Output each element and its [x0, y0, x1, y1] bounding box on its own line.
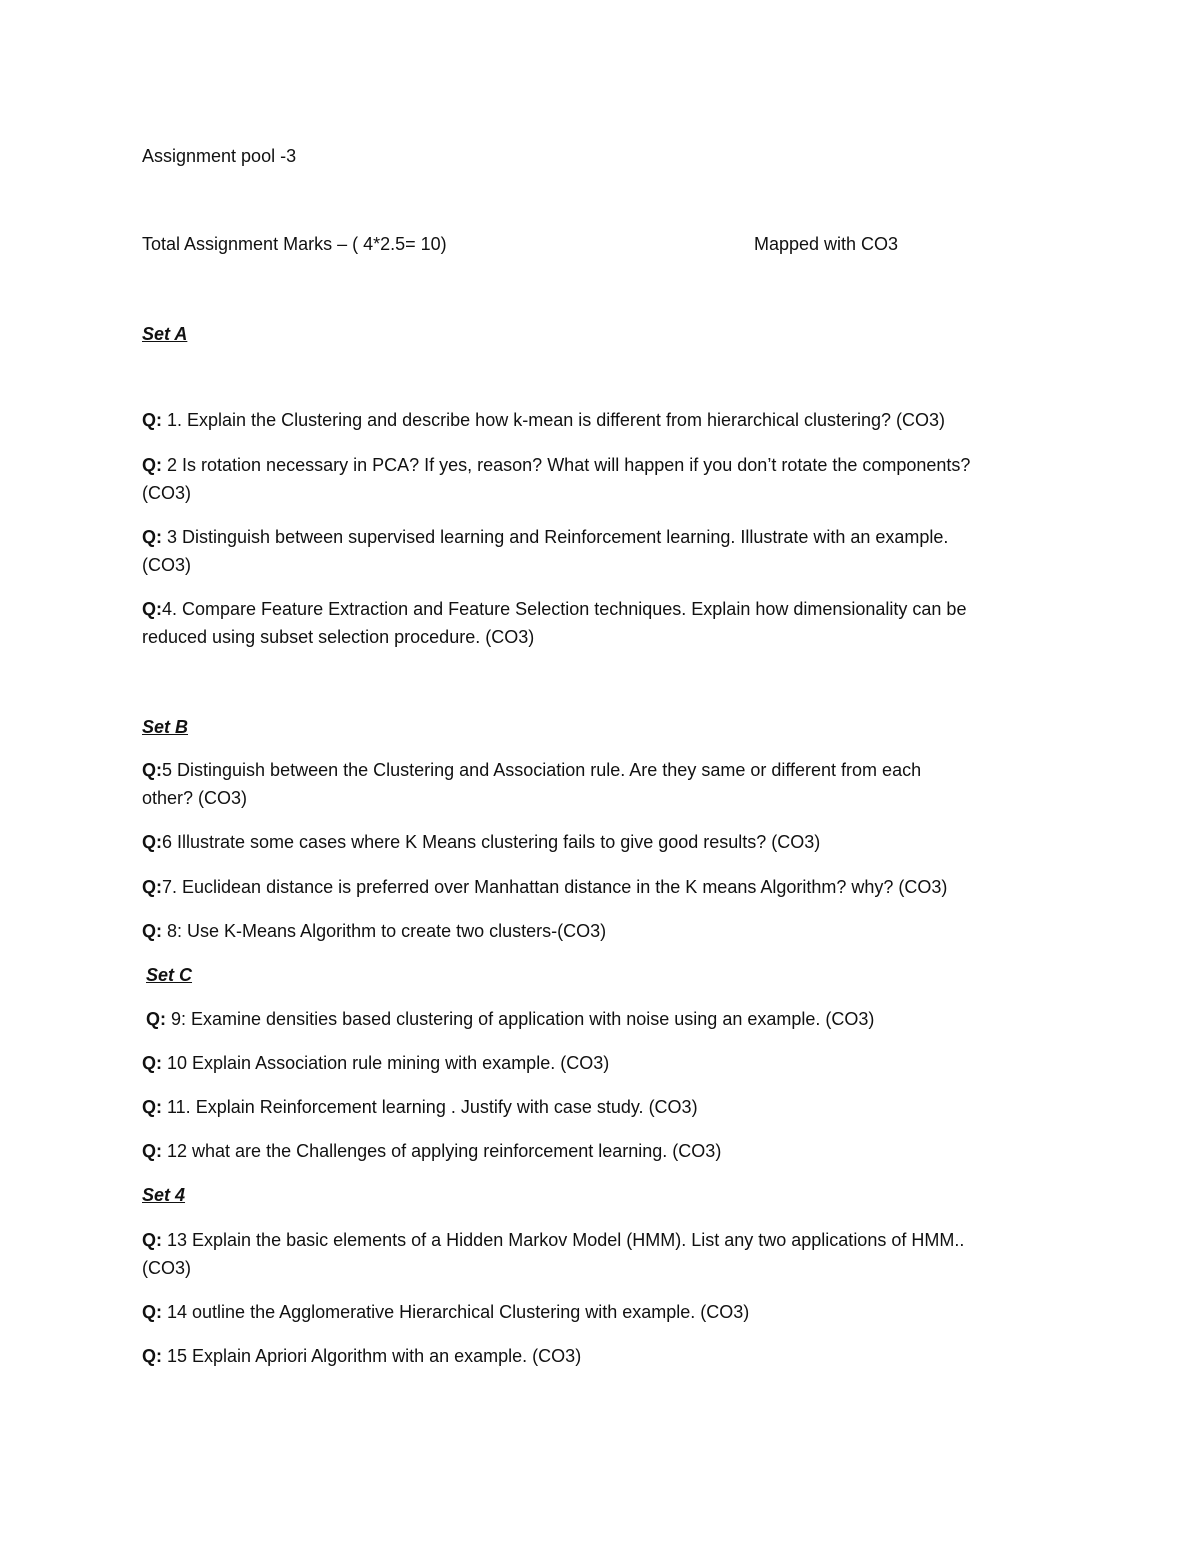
set-heading: Set 4 — [142, 1185, 186, 1205]
question-text: 6 Illustrate some cases where K Means clustering fails to give good results? (CO3) — [162, 832, 821, 852]
question-12 — [142, 1137, 721, 1165]
question-text: 9: Examine densities based clustering of application with noise using an example. (CO3) — [166, 1009, 875, 1029]
question-3 — [142, 523, 948, 551]
question-text: 2 Is rotation necessary in PCA? If yes, reason? What will happen if you don’t rotate the components? — [162, 455, 971, 475]
question-prefix: Q: — [142, 1053, 162, 1073]
mapped-with: Mapped with CO3 — [754, 234, 899, 254]
question-1 — [142, 406, 945, 434]
question-10 — [142, 1049, 609, 1077]
document-title: Assignment pool -3 — [142, 146, 297, 166]
question-text-continued: (CO3) — [142, 555, 191, 575]
set-heading: Set B — [142, 717, 189, 737]
question-text: 11. Explain Reinforcement learning . Justify with case study. (CO3) — [162, 1097, 698, 1117]
question-5 — [142, 756, 921, 784]
question-prefix: Q: — [146, 1009, 166, 1029]
question-prefix: Q: — [142, 1346, 162, 1366]
question-9 — [146, 1005, 874, 1033]
question-text-continued: (CO3) — [142, 483, 191, 503]
question-prefix: Q: — [142, 410, 162, 430]
set-heading: Set C — [146, 965, 193, 985]
question-text: 7. Euclidean distance is preferred over Manhattan distance in the K means Algorithm? why? (CO3) — [162, 877, 948, 897]
question-15 — [142, 1342, 581, 1370]
question-text: 13 Explain the basic elements of a Hidden Markov Model (HMM). List any two applications of HMM.. — [162, 1230, 965, 1250]
question-text: 15 Explain Apriori Algorithm with an example. (CO3) — [162, 1346, 582, 1366]
question-prefix: Q: — [142, 832, 162, 852]
question-prefix: Q: — [142, 1141, 162, 1161]
question-prefix: Q: — [142, 760, 162, 780]
question-4 — [142, 595, 966, 623]
question-text: 8: Use K-Means Algorithm to create two clusters-(CO3) — [162, 921, 607, 941]
question-prefix: Q: — [142, 599, 162, 619]
question-prefix: Q: — [142, 877, 162, 897]
question-text-continued: reduced using subset selection procedure. (CO3) — [142, 627, 535, 647]
question-text: 3 Distinguish between supervised learning and Reinforcement learning. Illustrate with an example. — [162, 527, 949, 547]
question-text-continued: (CO3) — [142, 1258, 191, 1278]
question-prefix: Q: — [142, 1302, 162, 1322]
question-8 — [142, 917, 606, 945]
question-text-continued: other? (CO3) — [142, 788, 248, 808]
question-6 — [142, 828, 820, 856]
question-text: 4. Compare Feature Extraction and Feature Selection techniques. Explain how dimensionality can be — [162, 599, 967, 619]
question-prefix: Q: — [142, 527, 162, 547]
question-text: 5 Distinguish between the Clustering and Association rule. Are they same or different from each — [162, 760, 922, 780]
question-11 — [142, 1093, 698, 1121]
question-text: 10 Explain Association rule mining with example. (CO3) — [162, 1053, 610, 1073]
question-prefix: Q: — [142, 455, 162, 475]
question-prefix: Q: — [142, 921, 162, 941]
question-text: 12 what are the Challenges of applying reinforcement learning. (CO3) — [162, 1141, 722, 1161]
question-7 — [142, 873, 947, 901]
total-marks: Total Assignment Marks – ( 4*2.5= 10) — [142, 234, 447, 254]
question-14 — [142, 1298, 749, 1326]
question-prefix: Q: — [142, 1230, 162, 1250]
set-heading: Set A — [142, 324, 188, 344]
question-text: 14 outline the Agglomerative Hierarchical Clustering with example. (CO3) — [162, 1302, 750, 1322]
question-text: 1. Explain the Clustering and describe how k-mean is different from hierarchical clustering? (CO3) — [162, 410, 946, 430]
question-2 — [142, 451, 970, 479]
question-prefix: Q: — [142, 1097, 162, 1117]
question-13 — [142, 1226, 964, 1254]
